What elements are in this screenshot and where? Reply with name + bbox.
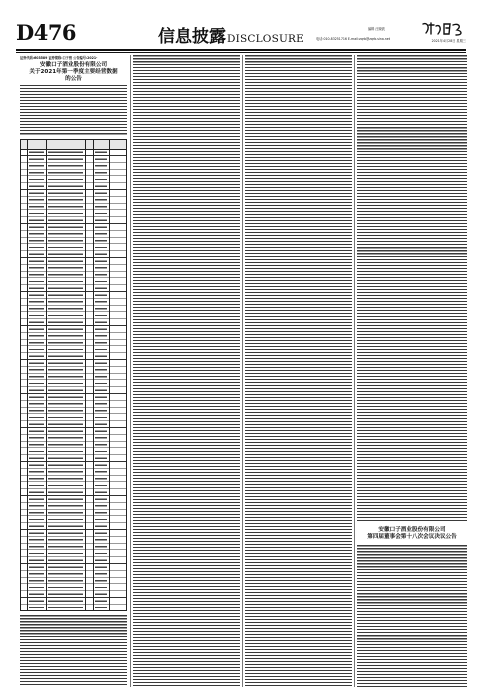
masthead-info bbox=[316, 20, 466, 46]
table-column-line bbox=[85, 140, 86, 610]
notice-title-line: 的公告 bbox=[65, 76, 82, 82]
body-text bbox=[20, 85, 127, 136]
notice-title-line: 第四届董事会第十八次会议决议公告 bbox=[367, 534, 457, 540]
body-text bbox=[20, 615, 127, 687]
date-line: 2021年4月28日 星期三 bbox=[431, 39, 466, 43]
column-divider bbox=[354, 55, 355, 687]
section-title bbox=[158, 22, 304, 47]
page-number: D476 bbox=[16, 20, 77, 45]
notice-title-line: 安徽口子酒业股份有限公司 bbox=[378, 527, 446, 533]
table-cells bbox=[48, 150, 83, 608]
stock-code-line: 证券代码:603589 证券简称:口子窖 公告编号:2021- bbox=[20, 56, 98, 60]
table-cells bbox=[29, 150, 44, 608]
masthead-rule-thin bbox=[16, 52, 466, 53]
table-column-line bbox=[27, 140, 28, 610]
body-text bbox=[357, 55, 467, 523]
body-text bbox=[357, 545, 467, 687]
notice-title bbox=[357, 527, 467, 541]
notice-title bbox=[20, 62, 127, 83]
notice-title-line: 关于2021年第一季度主要经营数据 bbox=[29, 69, 118, 75]
column-divider bbox=[242, 55, 243, 687]
data-table bbox=[20, 139, 127, 611]
section-title-en: DISCLOSURE bbox=[227, 33, 304, 45]
body-text bbox=[133, 55, 240, 687]
table-column-line bbox=[93, 140, 94, 610]
table-column-line bbox=[109, 140, 110, 610]
column-1 bbox=[20, 55, 127, 687]
masthead-rule bbox=[16, 49, 466, 51]
column-2 bbox=[133, 55, 240, 687]
newspaper-logo bbox=[420, 20, 466, 38]
section-title-cn: 信息披露 bbox=[158, 27, 226, 47]
masthead bbox=[16, 18, 466, 48]
column-divider bbox=[130, 55, 131, 687]
column-3 bbox=[245, 55, 352, 687]
notice-title-line: 安徽口子酒业股份有限公司 bbox=[39, 62, 108, 68]
editor-line: 编辑 汪晓波 bbox=[368, 27, 385, 31]
contact-line: 电话:010-83251716 E-mail:zqrb@zqrb.sina.net bbox=[316, 37, 391, 41]
column-4 bbox=[357, 55, 467, 687]
table-cells bbox=[95, 150, 107, 608]
body-text bbox=[245, 55, 352, 687]
table-column-line bbox=[46, 140, 47, 610]
